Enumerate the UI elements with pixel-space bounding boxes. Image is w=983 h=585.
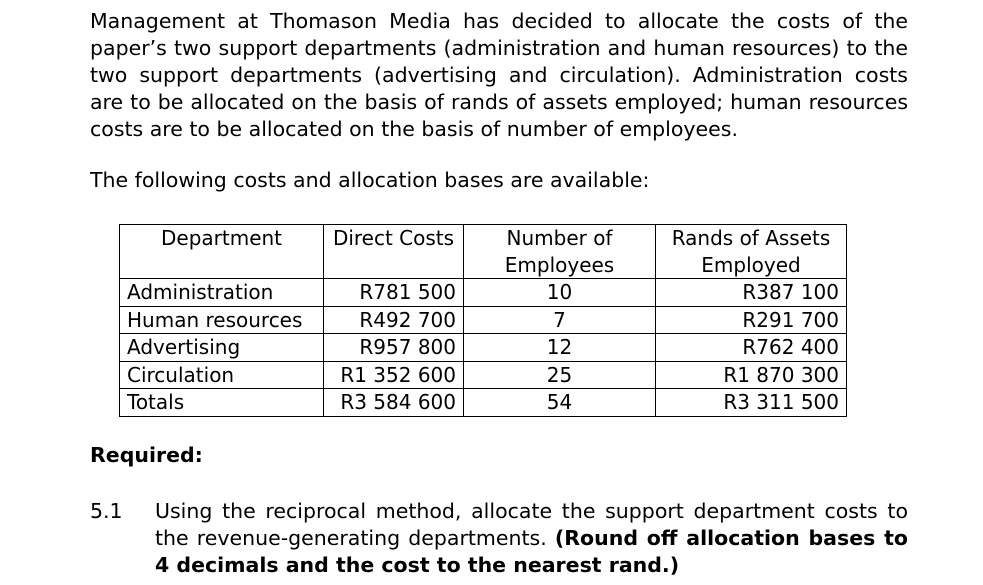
cell-direct-costs: R1 352 600 [324, 361, 464, 389]
header-assets [656, 225, 847, 279]
cell-department: Advertising [120, 334, 324, 362]
table-row [120, 279, 847, 307]
cell-employees: 10 [464, 279, 656, 307]
cell-assets: R762 400 [656, 334, 847, 362]
cell-department: Administration [120, 279, 324, 307]
cell-direct-costs: R957 800 [324, 334, 464, 362]
header-employees [464, 225, 656, 279]
header-department: Department [120, 225, 324, 279]
table-row [120, 306, 847, 334]
header-assets-line1: Rands of Assets [671, 226, 831, 250]
cell-assets: R3 311 500 [656, 389, 847, 417]
table-header-row [120, 225, 847, 279]
cell-employees: 54 [464, 389, 656, 417]
question-5-1 [90, 498, 908, 579]
cell-employees: 7 [464, 306, 656, 334]
cell-direct-costs: R781 500 [324, 279, 464, 307]
header-direct-costs: Direct Costs [324, 225, 464, 279]
cell-assets: R387 100 [656, 279, 847, 307]
cell-employees: 12 [464, 334, 656, 362]
question-text: Using the reciprocal method, allocate the support department costs to the revenue-generating departments. [155, 499, 908, 550]
required-heading: Required: [90, 443, 203, 467]
cell-department: Totals [120, 389, 324, 417]
cell-direct-costs: R3 584 600 [324, 389, 464, 417]
table-row [120, 361, 847, 389]
header-employees-line1: Number of [506, 226, 613, 250]
cell-department: Human resources [120, 306, 324, 334]
question-rounding-note: (Round off allocation bases to 4 decimals and the cost to the nearest rand.) [155, 526, 908, 577]
cost-allocation-table [119, 224, 847, 417]
question-number: 5.1 [90, 499, 123, 523]
cell-assets: R1 870 300 [656, 361, 847, 389]
cell-direct-costs: R492 700 [324, 306, 464, 334]
cell-employees: 25 [464, 361, 656, 389]
cell-department: Circulation [120, 361, 324, 389]
question-text-block [155, 498, 908, 579]
cell-assets: R291 700 [656, 306, 847, 334]
document-page [90, 8, 908, 577]
table-row [120, 334, 847, 362]
available-text: The following costs and allocation bases are available: [90, 168, 650, 192]
header-assets-line2: Employed [701, 252, 801, 277]
table-row-totals [120, 389, 847, 417]
intro-paragraph: Management at Thomason Media has decided to allocate the costs of the paper’s two support departments (administration and human resources) to the two support departments (advertising and circulation). Administration costs are to be allocated on the basis of rands of assets employed; human resources costs are to be allocated on the basis of number of employees. [90, 9, 908, 141]
header-employees-line2: Employees [504, 252, 615, 277]
